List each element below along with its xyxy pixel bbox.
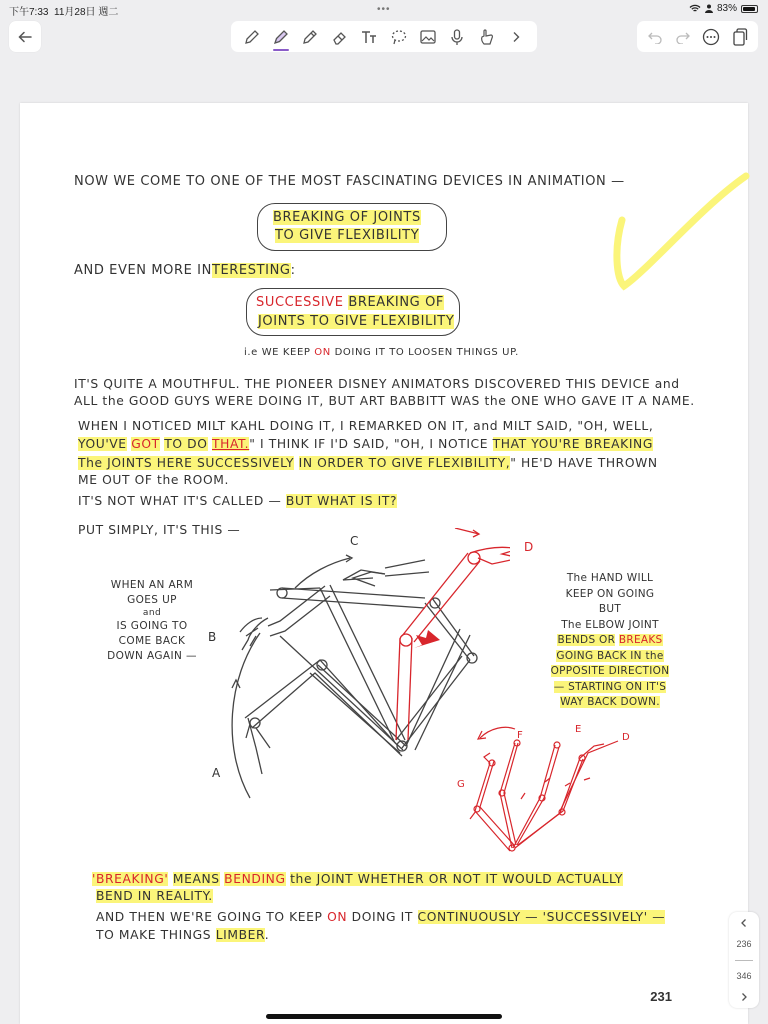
arrow-left-icon [18, 31, 32, 43]
right-note-line [540, 633, 680, 649]
b3c: DOING IT [351, 910, 414, 924]
right-note-hl: WAY BACK DOWN. [560, 696, 660, 708]
eraser-icon [331, 28, 349, 46]
b1d: the JOINT WHETHER OR NOT IT WOULD ACTUALLY [290, 872, 623, 886]
label-g: G [457, 779, 466, 790]
p4c: TO DO [164, 437, 208, 451]
page-navigator [729, 912, 759, 1008]
right-note-hl: GOING BACK IN the [556, 649, 664, 662]
para-line-3: WHEN I NOTICED MILT KAHL DOING IT, I REMARKED ON IT, and MILT SAID, "OH, WELL, [78, 419, 654, 433]
right-note-breaks: BREAKS [618, 634, 663, 646]
wifi-icon [689, 4, 701, 13]
pages-icon[interactable] [732, 28, 748, 46]
more-icon[interactable] [702, 28, 720, 46]
redo-icon[interactable] [675, 30, 691, 44]
p7a: IT'S NOT WHAT IT'S CALLED — [78, 494, 282, 508]
chevron-left-icon[interactable] [739, 918, 749, 928]
ie-c: DOING IT TO LOOSEN THINGS UP. [334, 347, 519, 358]
left-note-line: WHEN AN ARM [110, 579, 194, 591]
para-line-1: IT'S QUITE A MOUTHFUL. THE PIONEER DISNEY ANIMATORS DISCOVERED THIS DEVICE and [74, 377, 680, 391]
l2b: TERESTING [211, 263, 291, 278]
para-line-2: ALL the GOOD GUYS WERE DOING IT, BUT ART BABBITT WAS the ONE WHO GAVE IT A NAME. [74, 394, 695, 408]
p5b: IN ORDER TO GIVE FLEXIBILITY, [298, 456, 511, 470]
mic-icon [448, 28, 466, 46]
b4b: LIMBER [215, 928, 265, 942]
b4c: . [264, 928, 270, 942]
b3d: CONTINUOUSLY — 'SUCCESSIVELY' — [417, 910, 666, 924]
para-line-4 [78, 436, 653, 453]
ie-b: ON [314, 347, 331, 358]
label-a: A [212, 766, 221, 780]
left-note-line: IS GOING TO [116, 620, 188, 632]
label-b: B [208, 630, 217, 644]
page-divider [735, 960, 753, 961]
toolbar-more-button[interactable] [505, 26, 527, 48]
multitask-dots-icon[interactable]: ••• [377, 4, 391, 15]
status-date: 11月28日 週二 [54, 7, 119, 18]
label-e: E [575, 724, 582, 735]
box2-joints: JOINTS TO GIVE FLEXIBILITY [258, 314, 455, 329]
right-note-line: BUT [598, 603, 622, 615]
p5c: " HE'D HAVE THROWN [510, 456, 658, 470]
undo-icon[interactable] [647, 30, 663, 44]
line-more-interesting [74, 262, 296, 279]
status-right [689, 3, 758, 14]
para-line-5 [78, 455, 658, 472]
right-note-line [540, 680, 680, 696]
b1b: MEANS [172, 872, 220, 886]
box1-line1 [273, 209, 421, 226]
battery-icon [741, 5, 758, 13]
eraser-tool[interactable] [329, 26, 351, 48]
p5a: The JOINTS HERE SUCCESSIVELY [78, 456, 295, 470]
p4d: THAT. [212, 437, 250, 451]
chevron-right-icon[interactable] [739, 992, 749, 1002]
line-ie [244, 344, 519, 361]
right-note-bends: BENDS OR [557, 634, 616, 646]
arc-arrow [232, 633, 260, 798]
line-intro: NOW WE COME TO ONE OF THE MOST FASCINATING DEVICES IN ANIMATION — [74, 174, 625, 189]
bottom-line-3 [96, 909, 665, 926]
current-page[interactable]: 236 [736, 938, 752, 949]
notebook-page[interactable] [20, 103, 748, 1024]
right-note-hl: OPPOSITE DIRECTION [550, 665, 670, 677]
drawing-toolbar [231, 21, 537, 52]
p4e: " I THINK IF I'D SAID, "OH, I NOTICE [249, 437, 489, 451]
text-tool[interactable] [358, 26, 380, 48]
lasso-icon [390, 28, 408, 46]
b1c: BENDING [224, 872, 286, 886]
chevron-right-icon [511, 31, 521, 43]
l2a: AND EVEN MORE IN [74, 263, 212, 278]
l2c: : [290, 263, 296, 278]
status-time: 下午7:33 [9, 7, 49, 18]
highlighter-icon [272, 28, 290, 46]
battery-percent: 83% [716, 3, 737, 14]
right-note-hl: — STARTING ON IT'S [553, 680, 667, 693]
box2-breaking: BREAKING OF [348, 295, 444, 310]
p4a: YOU'VE [78, 437, 127, 451]
status-bar [0, 0, 768, 18]
box2-line2 [258, 313, 454, 330]
b2: BEND IN REALITY. [96, 889, 213, 903]
person-icon [705, 4, 713, 13]
red-arrow [414, 630, 440, 648]
b1a: 'BREAKING' [92, 872, 169, 886]
label-d: D [524, 540, 534, 554]
left-note-line: DOWN AGAIN — [107, 650, 197, 662]
right-note-line: KEEP ON GOING [565, 587, 655, 600]
bottom-line-1 [92, 871, 623, 888]
bottom-line-2 [96, 888, 213, 905]
right-note [540, 571, 680, 711]
box1-line2 [275, 227, 419, 244]
label-d2: D [622, 732, 631, 743]
box2-successive: SUCCESSIVE [256, 295, 344, 310]
page-number: 231 [650, 989, 672, 1004]
b3a: AND THEN WE'RE GOING TO KEEP [96, 910, 323, 924]
p7b: BUT WHAT IS IT? [285, 494, 398, 508]
label-f: F [517, 730, 524, 741]
text-icon [360, 28, 378, 46]
bottom-line-4 [96, 927, 269, 944]
pencil-icon [301, 28, 319, 46]
para-line-7 [78, 493, 397, 510]
highlighter-tool[interactable] [270, 26, 292, 48]
home-indicator[interactable] [266, 1014, 502, 1019]
box1-text-a: BREAKING OF JOINTS [273, 210, 421, 225]
box1-text-b: TO GIVE FLEXIBILITY [275, 228, 420, 243]
label-c: C [350, 534, 359, 548]
image-icon [419, 28, 437, 46]
right-note-line [540, 664, 680, 680]
total-pages: 346 [736, 971, 752, 982]
gesture-icon [478, 28, 496, 46]
right-note-line: The HAND WILL [566, 572, 654, 584]
pencil-tool[interactable] [299, 26, 321, 48]
arm-drawing [170, 528, 510, 808]
right-note-line [540, 649, 680, 665]
left-note-line: COME BACK [118, 635, 186, 647]
right-note-line: The ELBOW JOINT [561, 618, 659, 631]
mic-tool[interactable] [446, 26, 468, 48]
left-note-line: GOES UP [127, 594, 177, 606]
para-line-6: ME OUT OF the ROOM. [78, 473, 229, 487]
p4b: GOT [131, 437, 160, 451]
left-note-line: and [142, 608, 162, 618]
ie-a: i.e WE KEEP [244, 347, 311, 358]
arc-arrow-top [295, 558, 350, 588]
image-tool[interactable] [417, 26, 439, 48]
status-time-date [9, 3, 118, 18]
back-button[interactable] [9, 21, 41, 52]
pen-tool[interactable] [241, 26, 263, 48]
b3b: ON [327, 910, 348, 924]
actions-toolbar [637, 21, 758, 52]
box2-line1 [256, 294, 444, 311]
right-note-line [540, 695, 680, 711]
p4f: THAT YOU'RE BREAKING [492, 437, 653, 451]
pen-icon [243, 28, 261, 46]
lasso-tool[interactable] [388, 26, 410, 48]
gesture-tool[interactable] [476, 26, 498, 48]
checkmark-stroke [610, 168, 750, 298]
b4a: TO MAKE THINGS [96, 928, 212, 942]
para-line-8: PUT SIMPLY, IT'S THIS — [78, 523, 241, 537]
